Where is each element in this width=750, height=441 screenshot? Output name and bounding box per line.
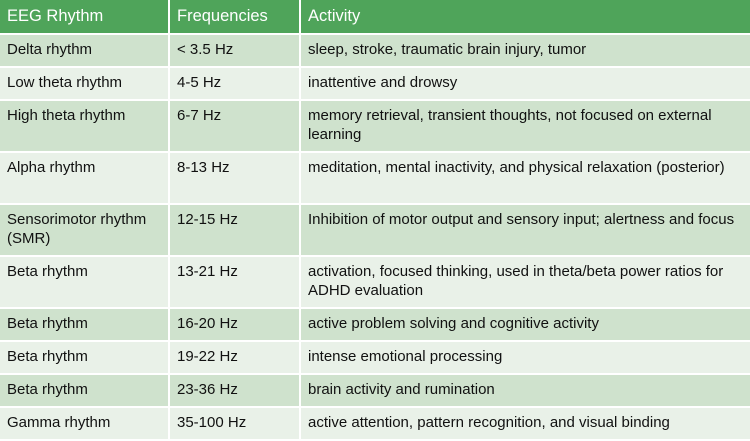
frequency-cell: < 3.5 Hz [169, 34, 300, 67]
activity-cell: memory retrieval, transient thoughts, not focused on external learning [300, 100, 750, 152]
activity-cell: Inhibition of motor output and sensory input; alertness and focus [300, 204, 750, 256]
frequency-cell: 23-36 Hz [169, 374, 300, 407]
activity-cell: brain activity and rumination [300, 374, 750, 407]
rhythm-cell: Beta rhythm [0, 308, 169, 341]
table-row [0, 374, 750, 407]
rhythm-cell: Beta rhythm [0, 374, 169, 407]
activity-cell: meditation, mental inactivity, and physical relaxation (posterior) [300, 152, 750, 204]
activity-cell: active problem solving and cognitive activity [300, 308, 750, 341]
table-row [0, 308, 750, 341]
frequency-cell: 12-15 Hz [169, 204, 300, 256]
table-row [0, 204, 750, 256]
frequency-cell: 6-7 Hz [169, 100, 300, 152]
table-header-row [0, 0, 750, 34]
frequency-cell: 13-21 Hz [169, 256, 300, 308]
header-activity: Activity [300, 0, 750, 34]
rhythm-cell: Beta rhythm [0, 256, 169, 308]
table-row [0, 67, 750, 100]
header-eeg-rhythm: EEG Rhythm [0, 0, 169, 34]
activity-cell: inattentive and drowsy [300, 67, 750, 100]
frequency-cell: 35-100 Hz [169, 407, 300, 440]
frequency-cell: 8-13 Hz [169, 152, 300, 204]
rhythm-cell: Beta rhythm [0, 341, 169, 374]
table-row [0, 152, 750, 204]
table-row [0, 256, 750, 308]
table-row [0, 341, 750, 374]
frequency-cell: 16-20 Hz [169, 308, 300, 341]
activity-cell: active attention, pattern recognition, and visual binding [300, 407, 750, 440]
rhythm-cell: High theta rhythm [0, 100, 169, 152]
table-row [0, 100, 750, 152]
rhythm-cell: Delta rhythm [0, 34, 169, 67]
rhythm-cell: Low theta rhythm [0, 67, 169, 100]
header-frequencies: Frequencies [169, 0, 300, 34]
activity-cell: sleep, stroke, traumatic brain injury, tumor [300, 34, 750, 67]
rhythm-cell: Sensorimotor rhythm (SMR) [0, 204, 169, 256]
rhythm-cell: Gamma rhythm [0, 407, 169, 440]
activity-cell: intense emotional processing [300, 341, 750, 374]
table-row [0, 34, 750, 67]
rhythm-cell: Alpha rhythm [0, 152, 169, 204]
table-row [0, 407, 750, 440]
frequency-cell: 4-5 Hz [169, 67, 300, 100]
activity-cell: activation, focused thinking, used in theta/beta power ratios for ADHD evaluation [300, 256, 750, 308]
frequency-cell: 19-22 Hz [169, 341, 300, 374]
